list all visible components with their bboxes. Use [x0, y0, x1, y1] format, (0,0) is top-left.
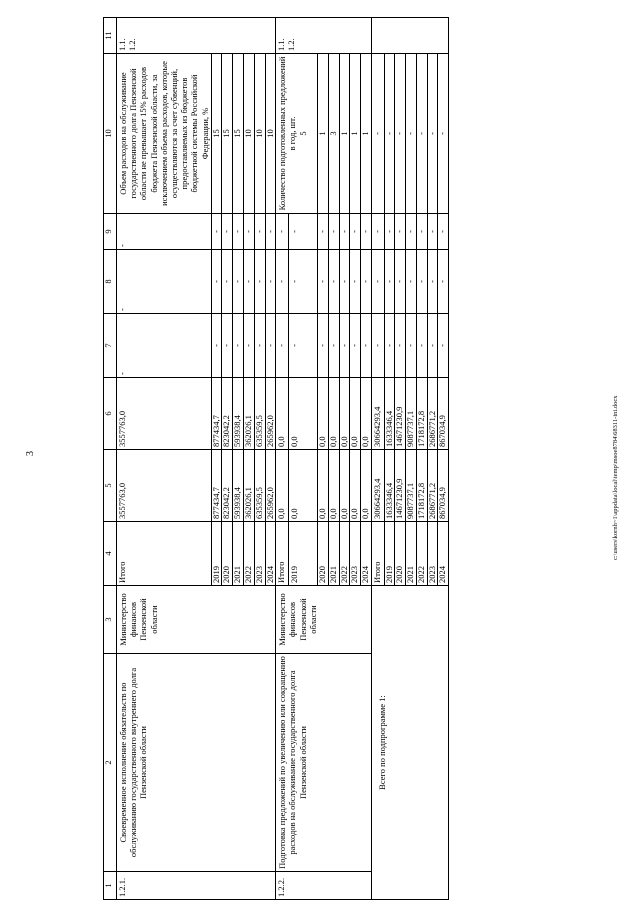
year: 2021	[328, 522, 339, 586]
value-7: -	[395, 314, 406, 378]
total-value-7: -	[117, 314, 212, 378]
year: 2023	[427, 522, 438, 586]
links: 1.1. 1.2.	[117, 18, 276, 54]
value-10: 1	[361, 54, 372, 214]
value-6: 0,0	[318, 378, 329, 450]
value-5: 635359,5	[254, 450, 265, 522]
year: 2021	[406, 522, 417, 586]
value-6: 635359,5	[254, 378, 265, 450]
value-9: -	[395, 214, 406, 250]
value-10: 1	[339, 54, 350, 214]
footer-file-path: c:\users\kornh~1\appdata\local\temp\msoe8784\68311-ini.docx	[612, 395, 619, 560]
year: 2022	[243, 522, 254, 586]
section-executor: Министерство финансов Пензенской области	[276, 586, 372, 654]
total-label: Итого	[276, 522, 289, 586]
column-number-row	[104, 18, 117, 900]
value-8: -	[233, 250, 244, 314]
value-5: 0,0	[289, 450, 318, 522]
total-value-5: 0,0	[276, 450, 289, 522]
value-9: -	[233, 214, 244, 250]
value-7: -	[254, 314, 265, 378]
col-4: 4	[104, 522, 117, 586]
value-6: 0,0	[289, 378, 318, 450]
year: 2023	[254, 522, 265, 586]
total-value-7: -	[371, 314, 384, 378]
value-7: -	[211, 314, 222, 378]
value-5: 0,0	[318, 450, 329, 522]
value-8: -	[211, 250, 222, 314]
total-value-9: -	[117, 214, 212, 250]
value-10: -	[427, 54, 438, 214]
value-9: -	[254, 214, 265, 250]
program-table	[103, 17, 449, 900]
total-label: Итого	[117, 522, 212, 586]
value-7: -	[384, 314, 395, 378]
value-6: 9087737,1	[406, 378, 417, 450]
value-10: -	[438, 54, 449, 214]
year: 2020	[395, 522, 406, 586]
value-6: 2686771,2	[427, 378, 438, 450]
value-9: -	[243, 214, 254, 250]
col-11: 11	[104, 18, 117, 54]
section-1-total-row	[117, 18, 212, 900]
value-8: -	[427, 250, 438, 314]
total-value-7: -	[276, 314, 289, 378]
value-7: -	[406, 314, 417, 378]
value-10: 1	[318, 54, 329, 214]
total-value-9: -	[371, 214, 384, 250]
total-value-9: -	[276, 214, 289, 250]
year: 2023	[350, 522, 361, 586]
value-9: -	[318, 214, 329, 250]
value-7: -	[416, 314, 427, 378]
value-9: -	[384, 214, 395, 250]
value-5: 0,0	[361, 450, 372, 522]
value-7: -	[350, 314, 361, 378]
summary-total-row	[371, 18, 384, 900]
value-10: -	[406, 54, 417, 214]
year: 2021	[233, 522, 244, 586]
value-9: -	[222, 214, 233, 250]
section-executor: Министерство финансов Пензенской области	[117, 586, 276, 654]
value-9: -	[328, 214, 339, 250]
value-7: -	[318, 314, 329, 378]
value-5: 0,0	[339, 450, 350, 522]
year: 2022	[339, 522, 350, 586]
value-5: 14671230,9	[395, 450, 406, 522]
value-6: 265962,0	[265, 378, 276, 450]
year: 2024	[438, 522, 449, 586]
value-7: -	[438, 314, 449, 378]
value-7: -	[427, 314, 438, 378]
value-7: -	[243, 314, 254, 378]
value-8: -	[328, 250, 339, 314]
value-6: 877434,7	[211, 378, 222, 450]
value-6: 1633346,4	[384, 378, 395, 450]
year: 2019	[289, 522, 318, 586]
value-6: 593938,4	[233, 378, 244, 450]
total-value-10: -	[371, 54, 384, 214]
value-6: 0,0	[350, 378, 361, 450]
section-2-total-row	[276, 18, 289, 900]
indicator-name: Объем расходов на обслуживание государственного долга Пензенской области не превышает 15% расходов бюджета Пензенской области, за исключением объема расходов, которые осуществляются за счет субвенций, предоставляемых из бюджетов бюджетной системы Российской Федерации, %	[117, 54, 212, 214]
section-code: 1.2.1.	[117, 872, 276, 900]
col-8: 8	[104, 250, 117, 314]
links: 1.1. 1.2.	[276, 18, 372, 54]
value-8: -	[384, 250, 395, 314]
total-value-5: 30664293,4	[371, 450, 384, 522]
value-6: 1718172,8	[416, 378, 427, 450]
value-9: -	[350, 214, 361, 250]
value-7: -	[265, 314, 276, 378]
col-10: 10	[104, 54, 117, 214]
value-7: -	[289, 314, 318, 378]
value-10: 15	[233, 54, 244, 214]
value-10: 10	[265, 54, 276, 214]
value-10: -	[416, 54, 427, 214]
value-10: 15	[222, 54, 233, 214]
value-7: -	[222, 314, 233, 378]
value-5: 1633346,4	[384, 450, 395, 522]
col-6: 6	[104, 378, 117, 450]
value-7: -	[328, 314, 339, 378]
value-5: 877434,7	[211, 450, 222, 522]
value-5: 867034,9	[438, 450, 449, 522]
program-table-sheet	[103, 31, 623, 900]
value-9: -	[361, 214, 372, 250]
value-5: 1718172,8	[416, 450, 427, 522]
value-8: -	[395, 250, 406, 314]
year: 2022	[416, 522, 427, 586]
value-5: 265962,0	[265, 450, 276, 522]
summary-links	[371, 18, 448, 54]
summary-label: Всего по подпрограмме 1:	[371, 586, 448, 900]
value-7: -	[361, 314, 372, 378]
total-value-8: -	[371, 250, 384, 314]
value-5: 362026,1	[243, 450, 254, 522]
value-5: 593938,4	[233, 450, 244, 522]
total-label: Итого	[371, 522, 384, 586]
value-7: -	[339, 314, 350, 378]
value-10: 1	[350, 54, 361, 214]
value-6: 0,0	[328, 378, 339, 450]
year: 2019	[384, 522, 395, 586]
col-2: 2	[104, 654, 117, 872]
value-8: -	[339, 250, 350, 314]
value-10: -	[395, 54, 406, 214]
value-8: -	[361, 250, 372, 314]
total-value-8: -	[276, 250, 289, 314]
total-value-6: 0,0	[276, 378, 289, 450]
total-value-6: 30664293,4	[371, 378, 384, 450]
section-name: Подготовка предложений по увеличению или сокращению расходов на обслуживание государственного долга Пензенской области	[276, 654, 372, 872]
value-8: -	[406, 250, 417, 314]
value-5: 0,0	[328, 450, 339, 522]
value-6: 823042,2	[222, 378, 233, 450]
value-9: -	[339, 214, 350, 250]
value-7: -	[233, 314, 244, 378]
value-6: 362026,1	[243, 378, 254, 450]
value-5: 823042,2	[222, 450, 233, 522]
value-10: 5	[297, 131, 308, 136]
value-8: -	[350, 250, 361, 314]
value-8: -	[265, 250, 276, 314]
value-5: 9087737,1	[406, 450, 417, 522]
section-name: Своевременное исполнение обязательств по обслуживанию государственного внутреннего долга Пензенской области	[117, 654, 276, 872]
value-9: -	[427, 214, 438, 250]
value-9: -	[438, 214, 449, 250]
value-10: 15	[211, 54, 222, 214]
value-10: -	[384, 54, 395, 214]
value-9: -	[406, 214, 417, 250]
col-3: 3	[104, 586, 117, 654]
value-9: -	[416, 214, 427, 250]
value-6: 867034,9	[438, 378, 449, 450]
value-5: 0,0	[350, 450, 361, 522]
value-8: -	[254, 250, 265, 314]
value-8: -	[243, 250, 254, 314]
year: 2024	[361, 522, 372, 586]
value-8: -	[289, 250, 318, 314]
value-8: -	[222, 250, 233, 314]
year: 2020	[222, 522, 233, 586]
value-8: -	[438, 250, 449, 314]
indicator-text: Количество подготовленных предложений в год, шт.	[277, 56, 298, 211]
value-5: 2686771,2	[427, 450, 438, 522]
col-5: 5	[104, 450, 117, 522]
value-8: -	[416, 250, 427, 314]
year: 2024	[265, 522, 276, 586]
total-value-6: 3557763,0	[117, 378, 212, 450]
total-value-8: -	[117, 250, 212, 314]
value-10: 10	[254, 54, 265, 214]
value-6: 0,0	[339, 378, 350, 450]
value-6: 14671230,9	[395, 378, 406, 450]
value-6: 0,0	[361, 378, 372, 450]
value-9: -	[265, 214, 276, 250]
value-10: 3	[328, 54, 339, 214]
col-9: 9	[104, 214, 117, 250]
page-number: 3	[25, 451, 36, 456]
value-10: 10	[243, 54, 254, 214]
value-9: -	[211, 214, 222, 250]
section-code: 1.2.2.	[276, 872, 372, 900]
value-9: -	[289, 214, 318, 250]
col-7: 7	[104, 314, 117, 378]
col-1: 1	[104, 872, 117, 900]
year: 2019	[211, 522, 222, 586]
year: 2020	[318, 522, 329, 586]
value-8: -	[318, 250, 329, 314]
total-value-5: 3557763,0	[117, 450, 212, 522]
indicator-name	[276, 54, 318, 214]
